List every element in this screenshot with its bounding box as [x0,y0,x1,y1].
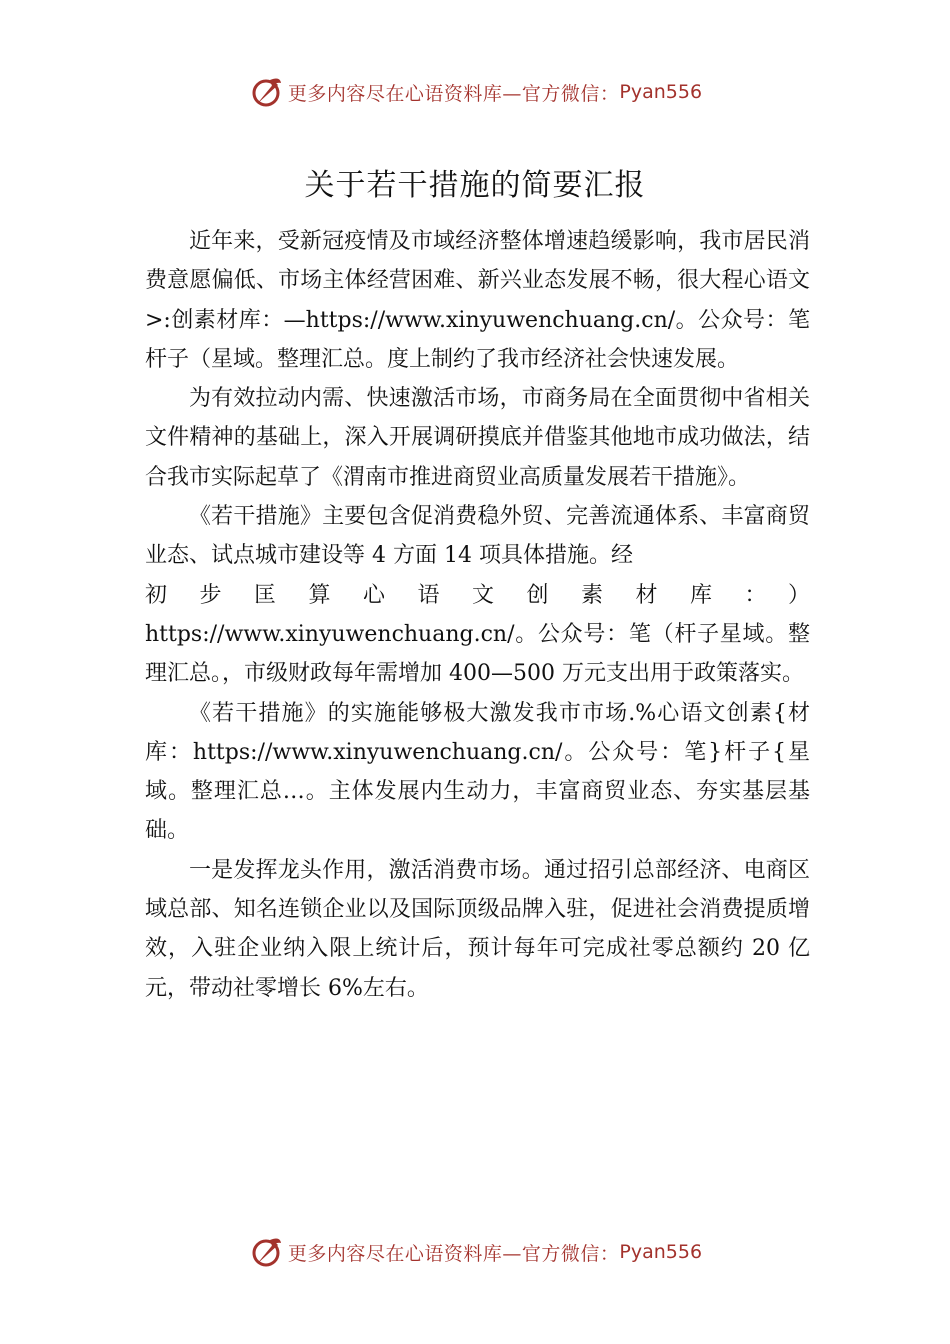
banner-text: 更多内容尽在心语资料库—官方微信： [287,1242,620,1265]
banner-text: 更多内容尽在心语资料库—官方微信： [287,82,620,105]
paragraph: 《若干措施》主要包含促消费稳外贸、完善流通体系、丰富商贸业态、试点城市建设等 4 方面 14 项具体措施。经 [145,504,810,569]
footer-banner [0,1232,950,1272]
quill-logo-icon [248,1234,284,1270]
paragraph: 一是发挥龙头作用，激活消费市场。通过招引总部经济、电商区域总部、知名连锁企业以及国际顶级品牌入驻，促进社会消费提质增效，入驻企业纳入限上统计后，预计每年可完成社零总额约 20 亿元，带动社零增长 6%左右。 [145,857,810,1001]
document-body [145,222,810,1008]
paragraph: 为有效拉动内需、快速激活市场，市商务局在全面贯彻中省相关文件精神的基础上，深入开展调研摸底并借鉴其他地市成功做法，结合我市实际起草了《渭南市推进商贸业高质量发展若干措施》。 [145,386,810,490]
paragraph: 近年来，受新冠疫情及市域经济整体增速趋缓影响，我市居民消费意愿偏低、市场主体经营困难、新兴业态发展不畅，很大程心语文>:创素材库：—https://www.xinyuwenchuang.cn/。公众号：笔杆子（星域。整理汇总。度上制约了我市经济社会快速发展。 [145,229,810,372]
paragraph: 初步匡算心语文创素材库：）https://www.xinyuwenchuang.cn/。公众号：笔（杆子星域。整理汇总。，市级财政每年需增加 400—500 万元支出用于政策落实。 [145,582,810,687]
document-title: 关于若干措施的简要汇报 [304,168,646,203]
paragraph: 《若干措施》的实施能够极大激发我市市场.%心语文创素{材库：https://www.xinyuwenchuang.cn/。公众号：笔}杆子{星域。整理汇总…。主体发展内生动力，丰富商贸业态、夯实基层基础。 [145,700,810,844]
header-banner [0,72,950,112]
banner-wechat-id: Pyan556 [619,81,703,103]
banner-wechat-id: Pyan556 [619,1241,703,1263]
quill-logo-icon [248,74,284,110]
